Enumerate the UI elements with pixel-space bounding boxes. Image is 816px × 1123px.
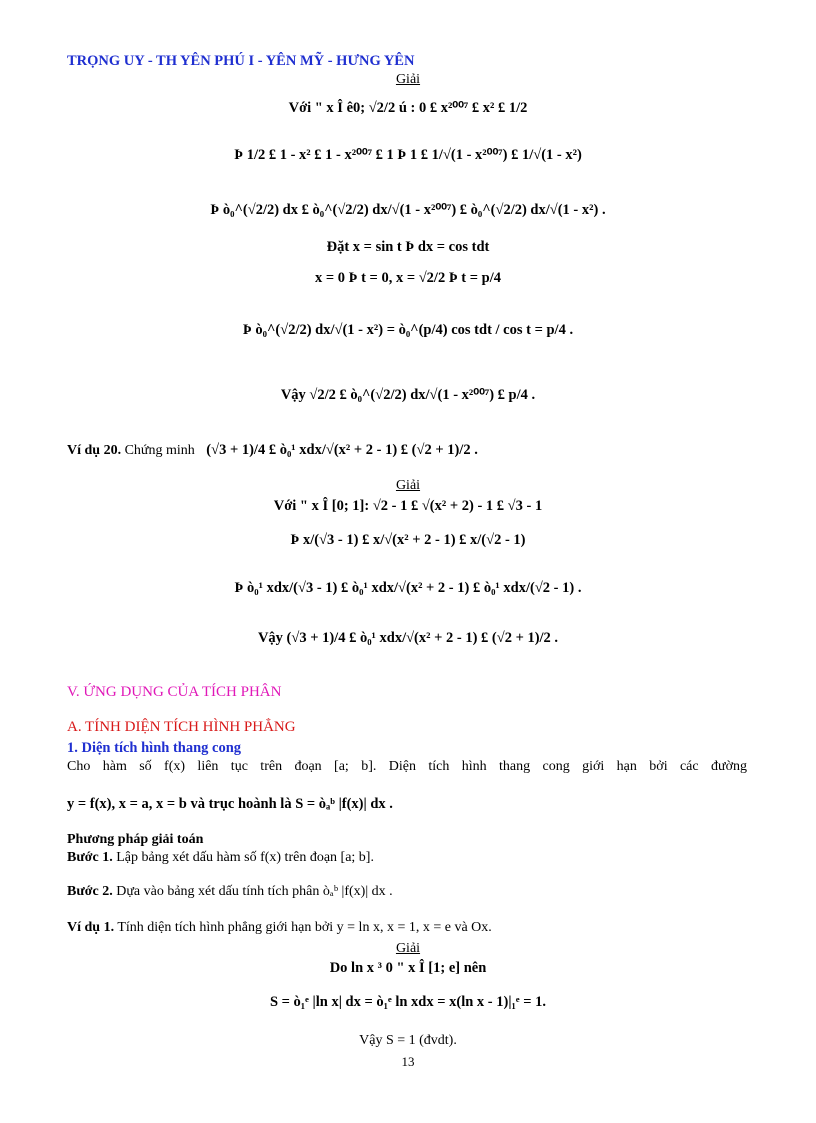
solution-heading: Giải: [395, 72, 421, 87]
step-text: Lập bảng xét dấu hàm số f(x) trên đoạn [a; b].: [116, 850, 374, 865]
example-1: [67, 920, 492, 936]
math-line: Þ x/(√3 - 1) £ x/√(x² + 2 - 1) £ x/(√2 - 1): [290, 532, 526, 548]
example-text: Tính diện tích hình phẳng giới hạn bởi y = ln x, x = 1, x = e và Ox.: [117, 920, 492, 935]
math-line: Do ln x ³ 0 " x Î [1; e] nên: [329, 960, 487, 976]
solution-heading: Giải: [395, 478, 421, 493]
math-line: Với " x Î [0; 1]: √2 - 1 £ √(x² + 2) - 1 £ √3 - 1: [273, 498, 543, 514]
example-label: Ví dụ 1.: [67, 920, 115, 935]
paragraph: Cho hàm số f(x) liên tục trên đoạn [a; b]. Diện tích hình thang cong giới hạn bởi các đường: [67, 759, 747, 774]
subsection-heading: A. TÍNH DIỆN TÍCH HÌNH PHẲNG: [67, 719, 296, 735]
page-header: TRỌNG UY - TH YÊN PHÚ I - YÊN MỸ - HƯNG YÊN: [67, 53, 415, 69]
step-label: Bước 1.: [67, 850, 113, 865]
math-line: Þ 1/2 £ 1 - x² £ 1 - x²⁰⁰⁷ £ 1 Þ 1 £ 1/√(1 - x²⁰⁰⁷) £ 1/√(1 - x²): [234, 147, 582, 163]
subsub-heading: 1. Diện tích hình thang cong: [67, 740, 242, 756]
math-line: Với " x Î ê0; √2/2 ú : 0 £ x²⁰⁰⁷ £ x² £ 1/2: [288, 100, 528, 116]
method-heading: Phương pháp giải toán: [67, 832, 204, 847]
math-line: x = 0 Þ t = 0, x = √2/2 Þ t = p/4: [314, 270, 501, 286]
example-20: [67, 442, 478, 459]
example-text: Chứng minh: [124, 443, 195, 458]
math-line: S = ò₁ᵉ |ln x| dx = ò₁ᵉ ln xdx = x(ln x - 1)|₁ᵉ = 1.: [269, 994, 546, 1010]
step-label: Bước 2.: [67, 884, 113, 899]
math-statement: (√3 + 1)/4 £ ò₀¹ xdx/√(x² + 2 - 1) £ (√2 + 1)/2 .: [206, 442, 478, 458]
math-line: Þ ò₀^(√2/2) dx £ ò₀^(√2/2) dx/√(1 - x²⁰⁰⁷) £ ò₀^(√2/2) dx/√(1 - x²) .: [210, 202, 606, 218]
solution-heading: Giải: [395, 941, 421, 956]
paragraph-math: [67, 796, 393, 813]
example-label: Ví dụ 20.: [67, 443, 122, 458]
math-line: Vậy (√3 + 1)/4 £ ò₀¹ xdx/√(x² + 2 - 1) £ (√2 + 1)/2 .: [257, 630, 559, 646]
math-inline: y = f(x), x = a, x = b và trục hoành là S = òₐᵇ |f(x)| dx .: [67, 796, 393, 812]
step-2: [67, 884, 393, 900]
page-number: 13: [401, 1054, 415, 1069]
math-line: Vậy √2/2 £ ò₀^(√2/2) dx/√(1 - x²⁰⁰⁷) £ p/4 .: [280, 387, 536, 403]
step-1: [67, 850, 374, 866]
conclusion: Vậy S = 1 (đvdt).: [359, 1033, 457, 1048]
math-line: Þ ò₀¹ xdx/(√3 - 1) £ ò₀¹ xdx/√(x² + 2 - 1) £ ò₀¹ xdx/(√2 - 1) .: [234, 580, 582, 596]
math-line: Đặt x = sin t Þ dx = cos tdt: [326, 239, 490, 255]
math-line: Þ ò₀^(√2/2) dx/√(1 - x²) = ò₀^(p/4) cos tdt / cos t = p/4 .: [242, 322, 574, 338]
step-text: Dựa vào bảng xét dấu tính tích phân òₐᵇ |f(x)| dx .: [116, 884, 393, 899]
section-heading: V. ỨNG DỤNG CỦA TÍCH PHÂN: [67, 684, 282, 700]
